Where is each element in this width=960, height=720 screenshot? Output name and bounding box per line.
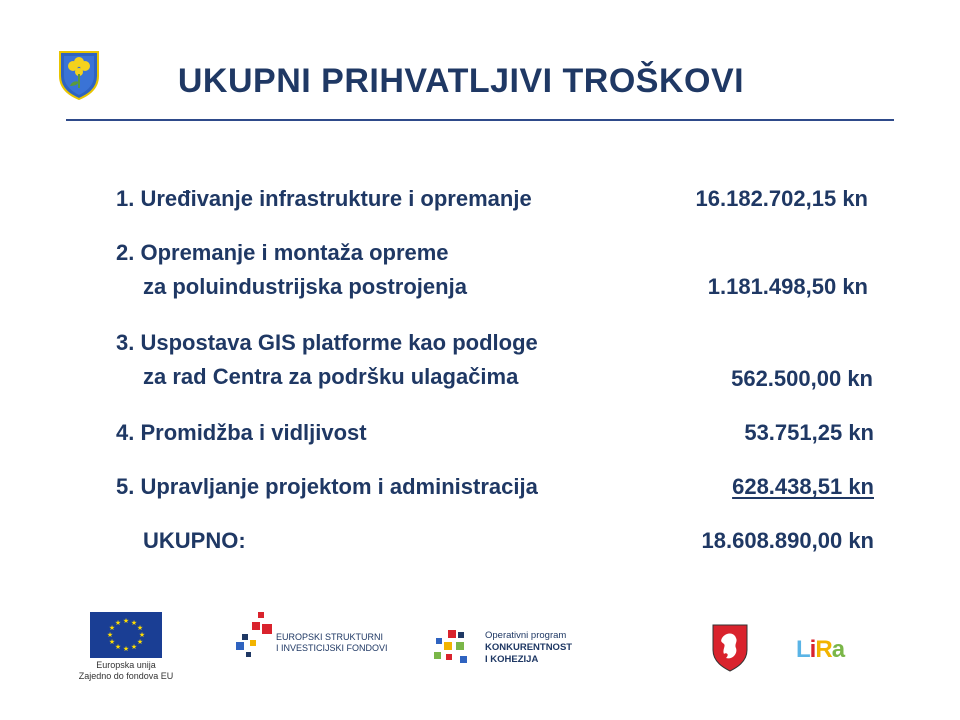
page-title: UKUPNI PRIHVATLJIVI TROŠKOVI	[177, 62, 745, 100]
cost-item-amount: 562.500,00 kn	[731, 366, 873, 391]
eu-flag-icon	[90, 612, 162, 658]
svg-text:★: ★	[114, 619, 122, 627]
cost-item-5	[116, 474, 878, 504]
esif-logo-icon	[236, 610, 276, 664]
cost-item-4	[116, 420, 878, 450]
svg-text:★: ★	[108, 638, 116, 646]
cost-item-amount: 53.751,25 kn	[744, 420, 874, 445]
total-amount: 18.608.890,00 kn	[701, 528, 874, 553]
cost-item-label: 5. Upravljanje projektom i administracija	[116, 474, 538, 499]
svg-text:★: ★	[130, 643, 138, 651]
title-divider	[66, 119, 894, 121]
footer-logos	[0, 600, 960, 700]
cost-item-amount: 1.181.498,50 kn	[707, 274, 868, 299]
total-label: UKUPNO:	[143, 528, 246, 553]
cost-item-label-line2: za poluindustrijska postrojenja	[143, 274, 467, 299]
total-row	[116, 528, 878, 558]
svg-text:★: ★	[130, 619, 138, 627]
svg-text:★: ★	[108, 624, 116, 632]
cost-item-label: 2. Opremanje i montaža opreme	[116, 240, 449, 265]
opkk-logo-icon	[434, 630, 478, 668]
cost-item-1	[116, 186, 878, 216]
lira-logo: LiRa	[796, 636, 845, 663]
svg-text:★: ★	[138, 631, 146, 639]
svg-text:★: ★	[122, 645, 130, 653]
opkk-logo-text: Operativni program KONKURENTNOST I KOHEZIJA	[485, 630, 573, 665]
esif-logo-text: EUROPSKI STRUKTURNI I INVESTICIJSKI FONDOVI	[276, 632, 388, 653]
cost-item-2	[116, 240, 878, 304]
cost-item-label-line2: za rad Centra za podršku ulagačima	[143, 364, 519, 389]
cost-item-label: 1. Uređivanje infrastrukture i opremanje	[116, 186, 532, 211]
county-coat-of-arms-icon	[712, 624, 748, 672]
cost-item-label: 4. Promidžba i vidljivost	[116, 420, 367, 445]
svg-text:★: ★	[106, 631, 114, 639]
svg-text:★: ★	[136, 624, 144, 632]
eu-caption: Europska unija Zajedno do fondova EU	[78, 660, 174, 681]
cost-item-amount: 628.438,51 kn	[732, 474, 874, 499]
cost-item-amount: 16.182.702,15 kn	[695, 186, 868, 211]
svg-text:★: ★	[114, 643, 122, 651]
svg-text:★: ★	[136, 638, 144, 646]
cost-item-label: 3. Uspostava GIS platforme kao podloge	[116, 330, 538, 355]
cost-item-3	[116, 330, 878, 394]
svg-text:★: ★	[122, 617, 130, 625]
